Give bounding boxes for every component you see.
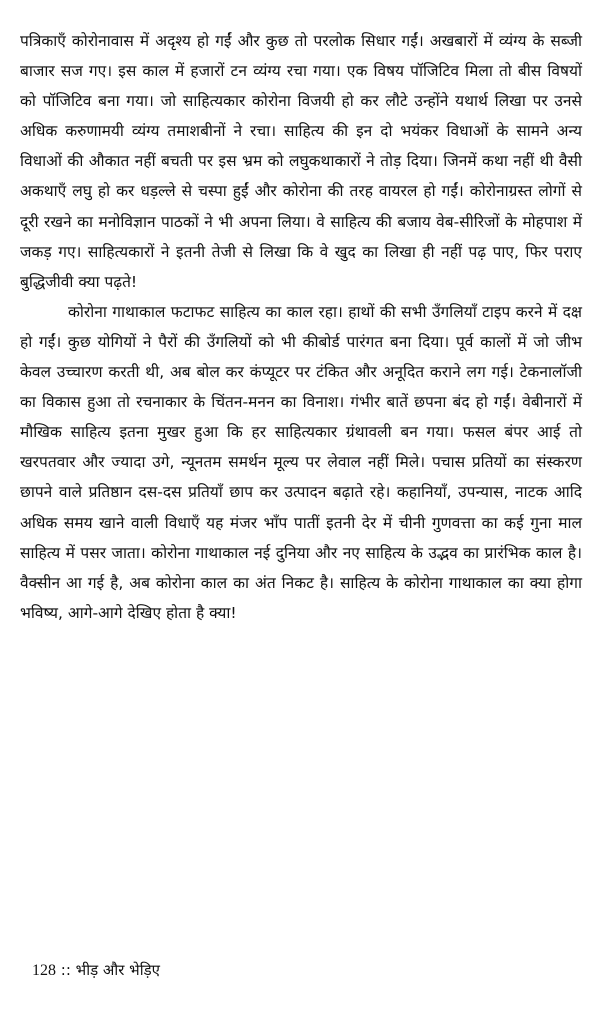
footer-separator: :: [60, 961, 71, 979]
body-text [20, 26, 582, 628]
paragraph-1: पत्रिकाएँ कोरोनावास में अदृश्य हो गईं और कुछ तो परलोक सिधार गईं। अखबारों में व्यंग्य के सब्जी बाजार सज गए। इस काल में हजारों टन व्यंग्य रचा गया। एक विषय पॉजिटिव मिला तो बीस विषयों को पॉजिटिव बना गया। जो साहित्यकार कोरोना विजयी हो कर लौटे उन्होंने यथार्थ लिखा पर उनसे अधिक करुणामयी व्यंग्य तमाशबीनों ने रचा। साहित्य की इन दो भयंकर विधाओं के सामने अन्य विधाओं की औकात नहीं बचती पर इस भ्रम को लघुकथाकारों ने तोड़ दिया। जिनमें कथा नहीं थी वैसी अकथाएँ लघु हो कर धड़ल्ले से चस्पा हुईं और कोरोना की तरह वायरल हो गईं। कोरोनाग्रस्त लोगों से दूरी रखने का मनोविज्ञान पाठकों ने भी अपना लिया। वे साहित्य की बजाय वेब-सीरिजों के मोहपाश में जकड़ गए। साहित्यकारों ने इतनी तेजी से लिखा कि वे खुद का लिखा ही नहीं पढ़ पाए, फिर पराए बुद्धिजीवी क्या पढ़ते! [20, 32, 582, 291]
page-footer [32, 960, 160, 980]
paragraph-2: कोरोना गाथाकाल फटाफट साहित्य का काल रहा। हाथों की सभी उँगलियाँ टाइप करने में दक्ष हो गईं। कुछ योगियों ने पैरों की उँगलियों को भी कीबोर्ड पारंगत बना दिया। पूर्व कालों में जो जीभ केवल उच्चारण करती थी, अब बोल कर कंप्यूटर पर टंकित और अनूदित कराने लग गई। टेकनालॉजी का विकास हुआ तो रचनाकार के चिंतन-मनन का विनाश। गंभीर बातें छपना बंद हो गईं। वेबीनारों में मौखिक साहित्य इतना मुखर हुआ कि हर साहित्यकार ग्रंथावली बन गया। फसल बंपर आई तो खरपतवार और ज्यादा उगे, न्यूनतम समर्थन मूल्य पर लेवाल नहीं मिले। पचास प्रतियों का संस्करण छापने वाले प्रतिष्ठान दस-दस प्रतियाँ छाप कर उत्पादन बढ़ाते रहे। कहानियाँ, उपन्यास, नाटक आदि अधिक समय खाने वाली विधाएँ यह मंजर भाँप पातीं इतनी देर में चीनी गुणवत्ता का कई गुना माल साहित्य में पसर जाता। कोरोना गाथाकाल नई दुनिया और नए साहित्य के उद्भव का प्रारंभिक काल है। वैक्सीन आ गई है, अब कोरोना काल का अंत निकट है। साहित्य के कोरोना गाथाकाल का क्या होगा भविष्य, आगे-आगे देखिए होता है क्या! [20, 302, 582, 622]
page-number: 128 [32, 962, 56, 979]
book-title: भीड़ और भेड़िए [75, 961, 160, 979]
